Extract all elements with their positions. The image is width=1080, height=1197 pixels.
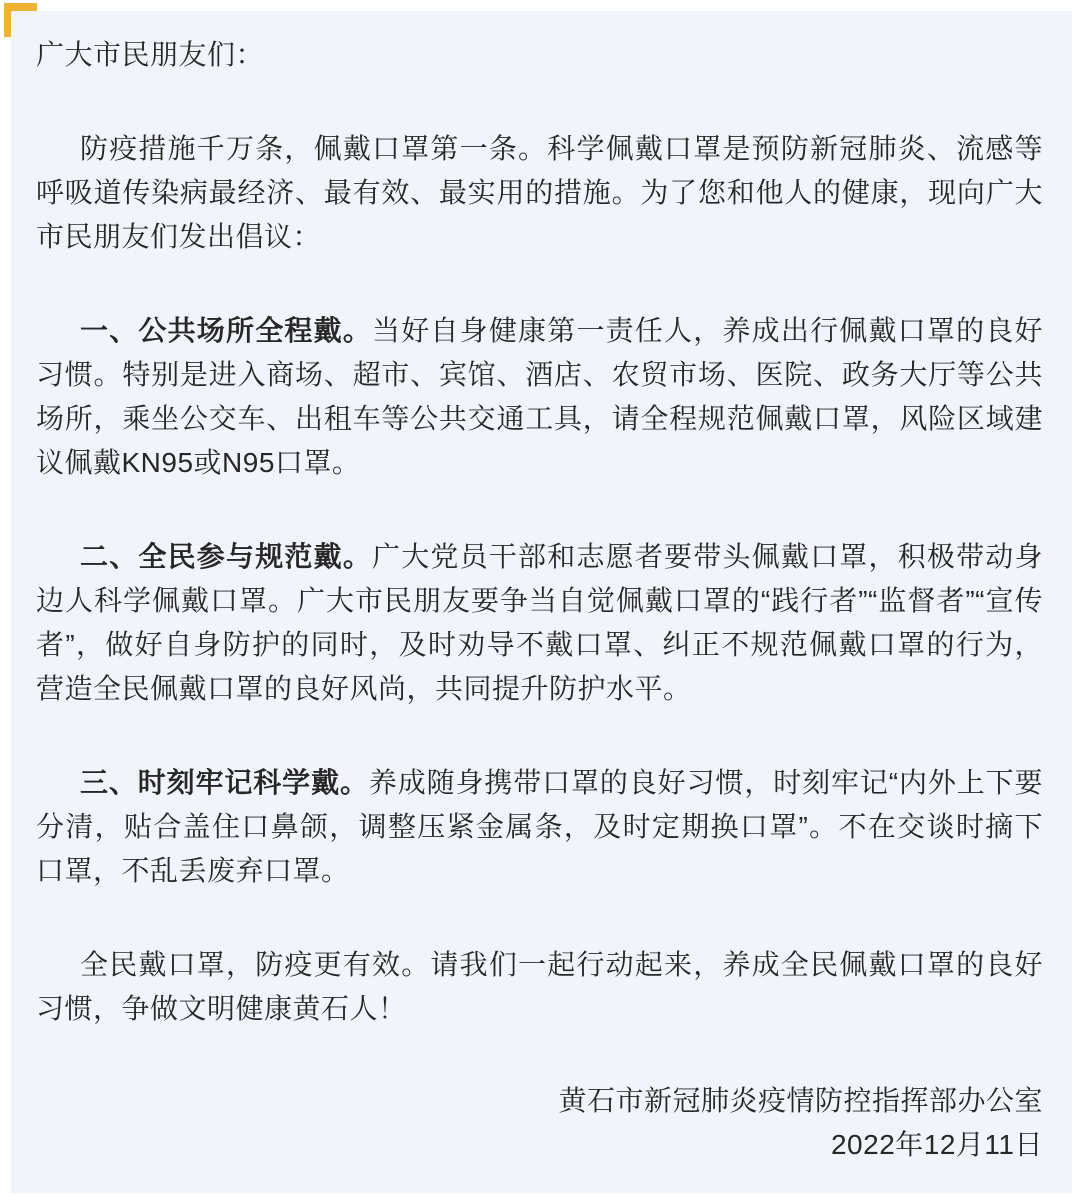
section-2-heading: 二、全民参与规范戴。 xyxy=(80,541,373,572)
section-1-body: 当好自身健康第一责任人，养成出行佩戴口罩的良好习惯。特别是进入商场、超市、宾馆、酒店、农贸市场、医院、政务大厅等公共场所，乘坐公交车、出租车等公共交通工具，请全程规范佩戴口罩，风险区域建议佩戴KN95或N95口罩。 xyxy=(36,315,1043,478)
section-3-body: 养成随身携带口罩的良好习惯，时刻牢记“内外上下要分清，贴合盖住口鼻颌，调整压紧金属条，及时定期换口罩”。不在交谈时摘下口罩，不乱丢废弃口罩。 xyxy=(36,767,1043,886)
section-3-paragraph xyxy=(36,761,1043,893)
section-1-heading: 一、公共场所全程戴。 xyxy=(80,315,373,346)
signature-office: 黄石市新冠肺炎疫情防控指挥部办公室 xyxy=(558,1085,1043,1116)
section-1-paragraph xyxy=(36,309,1043,485)
notice-card xyxy=(11,11,1072,1193)
closing-paragraph: 全民戴口罩，防疫更有效。请我们一起行动起来，养成全民佩戴口罩的良好习惯，争做文明健康黄石人！ xyxy=(36,949,1043,1024)
signature-date: 2022年12月11日 xyxy=(830,1129,1043,1160)
intro-paragraph: 防疫措施千万条，佩戴口罩第一条。科学佩戴口罩是预防新冠肺炎、流感等呼吸道传染病最经济、最有效、最实用的措施。为了您和他人的健康，现向广大市民朋友们发出倡议： xyxy=(36,133,1043,252)
section-2-body: 广大党员干部和志愿者要带头佩戴口罩，积极带动身边人科学佩戴口罩。广大市民朋友要争当自觉佩戴口罩的“践行者”“监督者”“宣传者”，做好自身防护的同时，及时劝导不戴口罩、纠正不规范佩戴口罩的行为，营造全民佩戴口罩的良好风尚，共同提升防护水平。 xyxy=(36,541,1043,704)
section-3-heading: 三、时刻牢记科学戴。 xyxy=(80,767,369,798)
salutation: 广大市民朋友们： xyxy=(36,39,265,70)
section-2-paragraph xyxy=(36,535,1043,711)
